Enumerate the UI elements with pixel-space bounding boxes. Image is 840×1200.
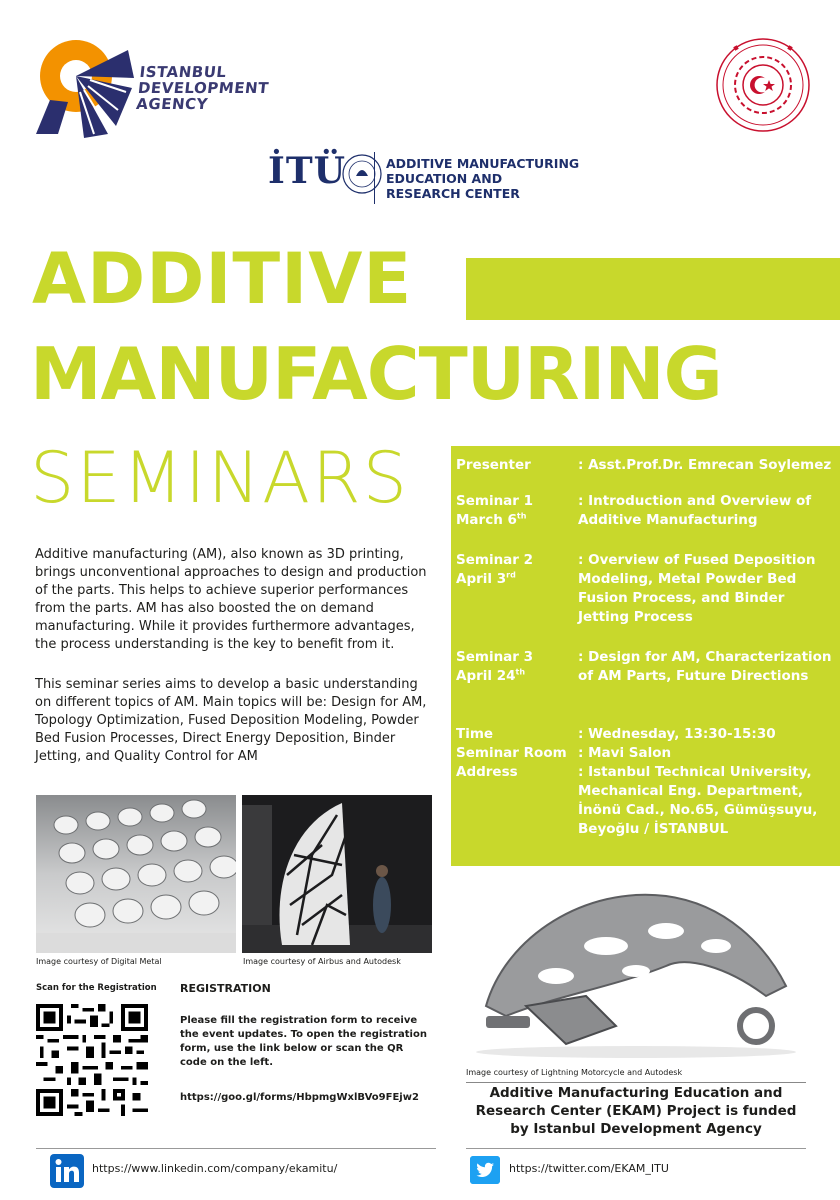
- linkedin-url[interactable]: https://www.linkedin.com/company/ekamitu/: [92, 1162, 338, 1175]
- twitter-icon[interactable]: [470, 1156, 500, 1184]
- footer-rule-left: [36, 1148, 436, 1149]
- center-name: [386, 156, 596, 201]
- time-label: Time: [456, 726, 494, 742]
- airbus-autodesk-photo: [242, 795, 432, 953]
- presenter-value: : Asst.Prof.Dr. Emrecan Soylemez: [578, 457, 832, 473]
- ida-word-1: ISTANBUL: [138, 63, 228, 81]
- registration-text: Please fill the registration form to receive the event updates. To open the registration form, use the link below or scan the QR code on the left.: [180, 1015, 427, 1068]
- seminar1-label: Seminar 1: [456, 493, 534, 509]
- itu-divider: [374, 152, 375, 204]
- seminar1-date: March 6th: [456, 511, 527, 528]
- seminar3-topic: : Design for AM, Characterization of AM Parts, Future Directions: [578, 649, 832, 684]
- itu-emblem-icon: [340, 152, 384, 196]
- address-value: : Istanbul Technical University, Mechanical Eng. Department, İnönü Cad., No.65, Gümüşsuyu, Beyoğlu / İSTANBUL: [578, 764, 818, 837]
- funding-divider: [466, 1082, 806, 1083]
- funding-statement: Additive Manufacturing Education and Research Center (EKAM) Project is funded by Istanbul Development Agency: [475, 1085, 797, 1137]
- registration-link[interactable]: https://goo.gl/forms/HbpmgWxlBVo9FEjw2: [180, 1092, 419, 1103]
- linkedin-icon[interactable]: [50, 1154, 84, 1188]
- registration-qr-code[interactable]: [36, 1004, 148, 1116]
- ida-word-3: AGENCY: [135, 95, 209, 113]
- digital-metal-photo: [36, 795, 236, 953]
- topics-paragraph: This seminar series aims to develop a basic understanding on different topics of AM. Main topics will be: Design for AM, Topology Optimization, Fused Deposition Modeling, Powder Bed Fusion Processes, Direct Energy Deposition, Binder Jetting, and Quality Control for AM: [35, 677, 427, 764]
- ministry-seal-logo: [714, 36, 812, 134]
- center-name-line-2: EDUCATION AND: [386, 171, 503, 186]
- room-label: Seminar Room: [456, 745, 567, 761]
- ida-wordmark: [135, 63, 270, 113]
- itu-wordmark: İTÜ: [268, 150, 347, 192]
- istanbul-development-agency-logo: [28, 30, 138, 140]
- seminar3-label: Seminar 3: [456, 649, 534, 665]
- scan-label: Scan for the Registration: [36, 983, 157, 993]
- seminar2-date: April 3rd: [456, 570, 516, 587]
- room-value: : Mavi Salon: [578, 745, 672, 761]
- title-line-3: SEMINARS: [30, 437, 410, 519]
- caption-airbus: Image courtesy of Airbus and Autodesk: [243, 957, 401, 966]
- time-value: : Wednesday, 13:30-15:30: [578, 726, 776, 742]
- intro-paragraph: Additive manufacturing (AM), also known as 3D printing, brings unconventional approaches to design and production of the parts. This helps to achieve superior performances from the parts. AM has also boosted the on demand manufacturing. While it provides furthermore advantages, the process understanding is the key to benefit from it.: [35, 547, 427, 652]
- center-name-line-3: RESEARCH CENTER: [386, 186, 520, 201]
- seminar3-date: April 24th: [456, 667, 526, 684]
- ida-word-2: DEVELOPMENT: [137, 79, 270, 97]
- address-label: Address: [456, 764, 518, 780]
- title-line-1: ADDITIVE: [32, 238, 413, 320]
- title-line-2: MANUFACTURING: [30, 332, 722, 416]
- seminar2-label: Seminar 2: [456, 552, 534, 568]
- lightning-motorcycle-photo: [466, 876, 806, 1062]
- caption-digital-metal: Image courtesy of Digital Metal: [36, 957, 162, 966]
- title-accent-bar: [466, 258, 840, 320]
- twitter-url[interactable]: https://twitter.com/EKAM_ITU: [509, 1162, 669, 1175]
- center-name-line-1: ADDITIVE MANUFACTURING: [386, 156, 580, 171]
- registration-title: REGISTRATION: [180, 982, 271, 995]
- caption-lightning: Image courtesy of Lightning Motorcycle and Autodesk: [466, 1068, 683, 1077]
- seminar2-topic: : Overview of Fused Deposition Modeling, Metal Powder Bed Fusion Process, and Binder Jetting Process: [578, 552, 816, 625]
- presenter-label: Presenter: [456, 457, 531, 473]
- seminar1-topic: : Introduction and Overview of Additive Manufacturing: [578, 493, 812, 528]
- footer-rule-right: [466, 1148, 806, 1149]
